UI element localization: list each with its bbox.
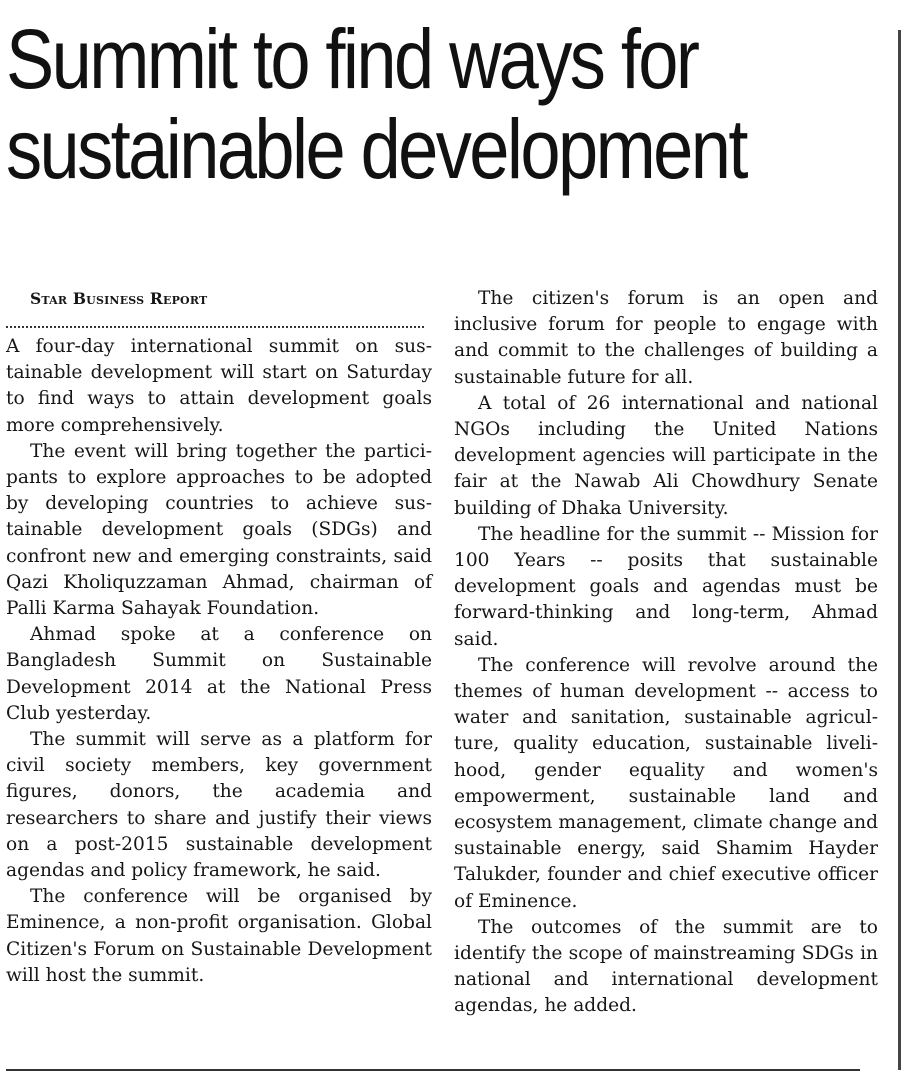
right-edge-rule [898,30,901,1070]
paragraph: The outcomes of the summit are to identify the scope of mainstreaming SDGs in national and international development agendas, he added. [454,916,878,1017]
paragraph: The event will bring together the participants to explore approaches to be adopted by developing countries to achieve sustainable development goals (SDGs) and confront new and emerging constraints, said Qazi Kholiquzzaman Ahmad, chairman of Palli Karma Sahayak Foundation. [6,440,432,620]
paragraph: Ahmad spoke at a conference on Bangladesh Summit on Sustainable Development 2014 at the National Press Club yesterday. [6,624,432,724]
dotted-divider [6,312,424,328]
paragraph: The summit will serve as a platform for civil society members, key government figures, donors, the academia and researchers to share and justify their views on a post-2015 sustainable development agendas and policy framework, he said. [6,729,432,882]
bottom-rule [6,1069,860,1071]
headline-line-1: Summit to find ways for [6,12,698,106]
headline [6,14,900,194]
headline-line-2: sustainable development [6,102,746,196]
article-column-left [6,286,432,989]
article-column-right [454,286,878,1020]
paragraph: The citizen's forum is an open and inclusive forum for people to engage with and commit to the challenges of building a sustainable future for all. [454,288,878,388]
byline: Star Business Report [30,289,208,308]
paragraph: The conference will revolve around the themes of human development -- access to water and sanitation, sustainable agriculture, quality education, sustainable livelihood, gender equality and women's empowerment, sustainable land and ecosystem management, climate change and sustainable energy, said Shamim Hayder Talukder, founder and chief executive officer of Eminence. [454,654,878,912]
paragraph: A total of 26 international and national NGOs including the United Nations development agencies will participate in the fair at the Nawab Ali Chowdhury Senate building of Dhaka University. [454,392,878,519]
paragraph: A four-day international summit on sustainable development will start on Saturday to find ways to attain development goals more comprehensively. [6,336,432,436]
paragraph: The conference will be organised by Eminence, a non-profit organisation. Global Citizen's Forum on Sustainable Development will host the summit. [6,886,432,986]
paragraph: The headline for the summit -- Mission for 100 Years -- posits that sustainable development goals and agendas must be forward-thinking and long-term, Ahmad said. [454,523,878,650]
